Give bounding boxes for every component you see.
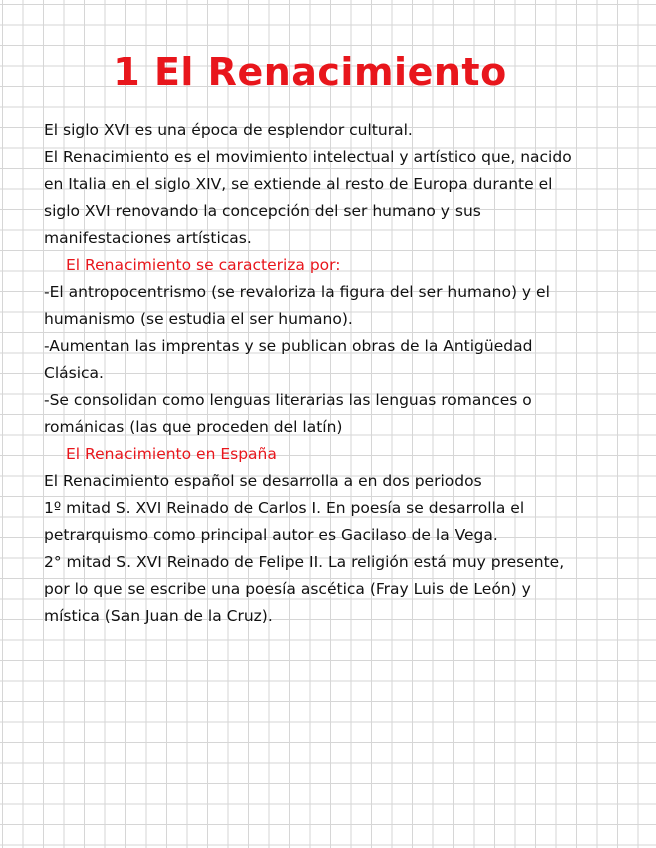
text-line: siglo XVI renovando la concepción del ser humano y sus [44, 202, 481, 220]
text-line: -El antropocentrismo (se revaloriza la figura del ser humano) y el [44, 283, 550, 301]
text-line: en Italia en el siglo XIV, se extiende al resto de Europa durante el [44, 175, 553, 193]
text-line: por lo que se escribe una poesía ascética (Fray Luis de León) y [44, 580, 531, 598]
text-line: 1º mitad S. XVI Reinado de Carlos I. En poesía se desarrolla el [44, 499, 525, 517]
text-line: -Se consolidan como lenguas literarias las lenguas romances o [44, 391, 532, 409]
text-line: románicas (las que proceden del latín) [44, 418, 343, 436]
text-line: 2° mitad S. XVI Reinado de Felipe II. La religión está muy presente, [44, 553, 565, 571]
page-title: 1 El Renacimiento [113, 50, 507, 94]
text-line: mística (San Juan de la Cruz). [44, 607, 273, 625]
section-heading: El Renacimiento se caracteriza por: [66, 256, 341, 274]
section-heading: El Renacimiento en España [66, 445, 277, 463]
text-line: Clásica. [44, 364, 104, 382]
body-text [44, 117, 644, 630]
text-line: petrarquismo como principal autor es Gacilaso de la Vega. [44, 526, 498, 544]
text-line: humanismo (se estudia el ser humano). [44, 310, 353, 328]
text-line: -Aumentan las imprentas y se publican obras de la Antigüedad [44, 337, 533, 355]
text-line: El Renacimiento español se desarrolla a en dos periodos [44, 472, 482, 490]
text-line: El siglo XVI es una época de esplendor cultural. [44, 121, 413, 139]
text-line: manifestaciones artísticas. [44, 229, 252, 247]
text-line: El Renacimiento es el movimiento intelectual y artístico que, nacido [44, 148, 572, 166]
